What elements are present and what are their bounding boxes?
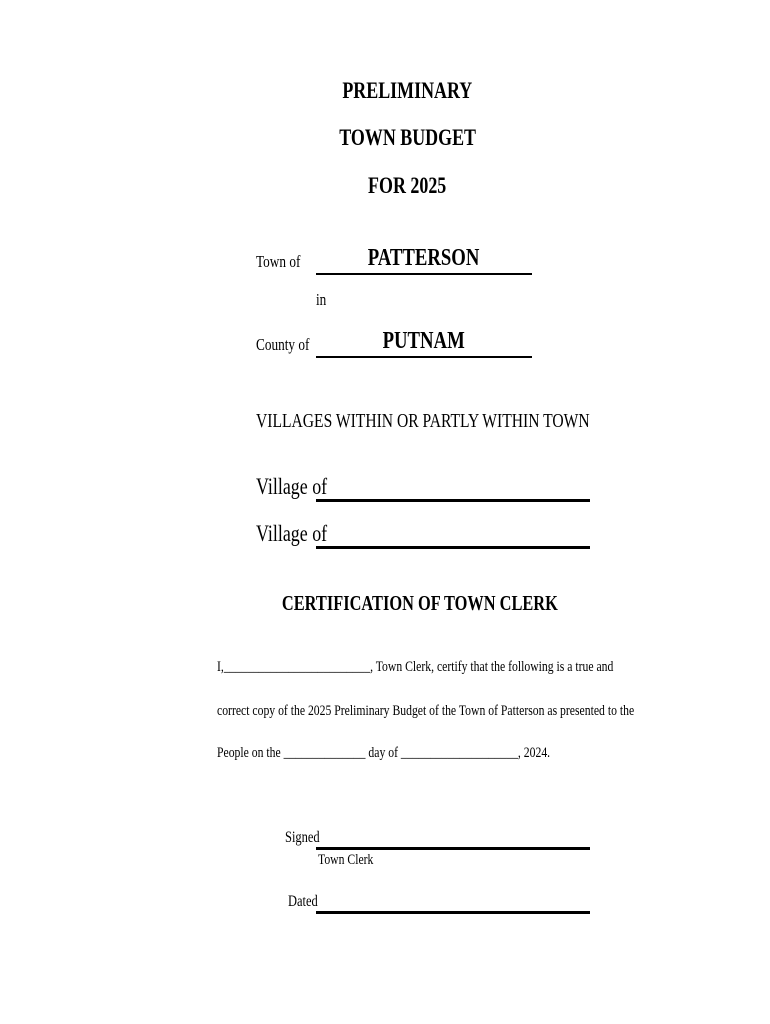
county-value-text: PUTNAM [382,328,466,354]
signed-label-text: Signed [285,829,320,846]
village-1-field[interactable] [316,499,590,502]
village-2-label-text: Village of [256,521,328,546]
certification-line-3-text: People on the ______________ day of ____________________, 2024. [217,745,551,761]
village-1-label-text: Village of [256,474,328,499]
villages-heading [256,410,684,433]
certification-line-3 [217,745,644,762]
certification-heading [0,591,770,616]
certification-line-2 [217,703,752,720]
county-value [316,328,532,355]
town-underline [316,273,532,275]
town-clerk-caption [318,852,389,869]
town-label-text: Town of [256,252,301,271]
title-line-1-text: PRELIMINARY [342,78,473,103]
certification-line-1-text: I,_________________________, Town Clerk, certify that the following is a true and [217,659,614,675]
town-clerk-caption-text: Town Clerk [318,852,374,868]
county-label-text: County of [256,335,310,354]
signature-field[interactable] [316,847,590,850]
title-line-2-text: TOWN BUDGET [339,125,476,150]
dated-label [288,893,326,911]
title-line-1 [0,78,770,104]
village-2-field[interactable] [316,546,590,549]
dated-label-text: Dated [288,893,318,910]
certification-line-2-text: correct copy of the 2025 Preliminary Budget of the Town of Patterson as presented to the [217,703,635,719]
signed-label [285,829,329,847]
title-line-3 [0,173,770,199]
title-line-2 [0,125,770,151]
in-connector [316,290,329,310]
village-2-label [256,521,347,547]
town-value [316,245,532,272]
villages-heading-text: VILLAGES WITHIN OR PARTLY WITHIN TOWN [256,410,590,432]
county-underline [316,356,532,358]
town-label [256,252,313,272]
village-1-label [256,474,347,500]
county-label [256,335,324,355]
date-field[interactable] [316,911,590,914]
in-connector-text: in [316,290,327,309]
title-line-3-text: FOR 2025 [368,173,447,198]
certification-line-1 [217,659,725,676]
certification-heading-text: CERTIFICATION OF TOWN CLERK [282,591,558,615]
town-value-text: PATTERSON [368,245,480,271]
